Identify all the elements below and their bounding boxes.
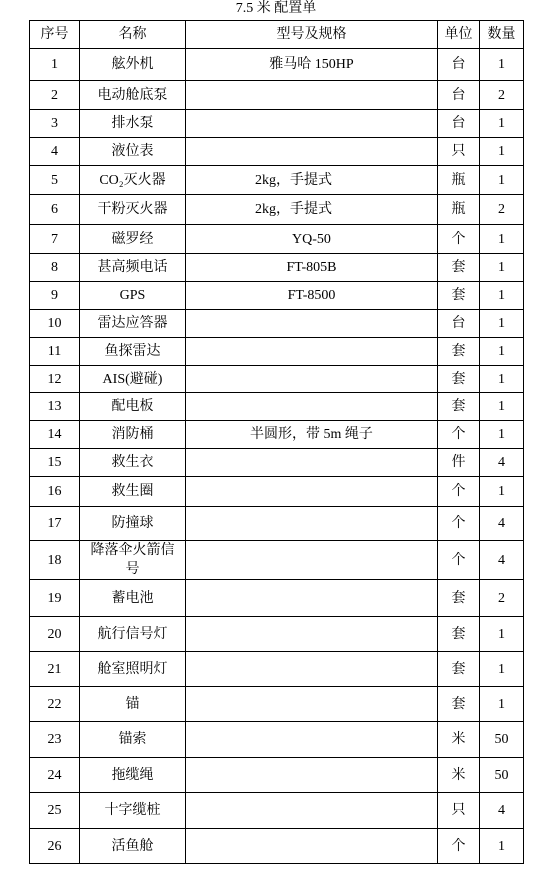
cell-model	[186, 541, 438, 580]
table-row	[30, 282, 524, 310]
cell-name: 排水泵	[80, 110, 186, 138]
table-row	[30, 81, 524, 110]
cell-name: 降落伞火箭信号	[80, 541, 186, 580]
header-name: 名称	[80, 21, 186, 49]
cell-qty: 1	[480, 49, 524, 81]
cell-no: 14	[30, 421, 80, 449]
cell-unit: 瓶	[438, 166, 480, 195]
cell-qty: 4	[480, 793, 524, 829]
cell-qty: 50	[480, 722, 524, 758]
cell-model	[186, 477, 438, 507]
table-row	[30, 541, 524, 580]
cell-unit: 套	[438, 652, 480, 687]
cell-unit: 个	[438, 225, 480, 254]
page-title: 7.5 米 配置单	[235, 1, 317, 16]
cell-no: 22	[30, 687, 80, 722]
cell-model: 雅马哈 150HP	[186, 49, 438, 81]
cell-no: 1	[30, 49, 80, 81]
cell-no: 13	[30, 393, 80, 421]
cell-no: 5	[30, 166, 80, 195]
cell-qty: 1	[480, 282, 524, 310]
cell-name: 蓄电池	[80, 580, 186, 617]
cell-model	[186, 507, 438, 541]
cell-name: GPS	[80, 282, 186, 310]
table-row	[30, 617, 524, 652]
table-row	[30, 366, 524, 393]
cell-unit: 件	[438, 449, 480, 477]
cell-unit: 套	[438, 254, 480, 282]
table-row	[30, 477, 524, 507]
cell-name: 鱼探雷达	[80, 338, 186, 366]
cell-name: 雷达应答器	[80, 310, 186, 338]
cell-unit: 个	[438, 507, 480, 541]
cell-unit: 套	[438, 687, 480, 722]
cell-qty: 50	[480, 758, 524, 793]
cell-no: 20	[30, 617, 80, 652]
cell-name: 十字缆桩	[80, 793, 186, 829]
table-row	[30, 225, 524, 254]
cell-model	[186, 687, 438, 722]
table-row	[30, 49, 524, 81]
table-row	[30, 138, 524, 166]
cell-unit: 套	[438, 617, 480, 652]
cell-qty: 1	[480, 166, 524, 195]
cell-unit: 套	[438, 338, 480, 366]
cell-no: 16	[30, 477, 80, 507]
cell-model: 2kg，手提式	[186, 166, 438, 195]
cell-qty: 1	[480, 421, 524, 449]
cell-model	[186, 793, 438, 829]
cell-name: 电动舱底泵	[80, 81, 186, 110]
cell-qty: 1	[480, 617, 524, 652]
cell-name: 防撞球	[80, 507, 186, 541]
cell-unit: 套	[438, 393, 480, 421]
cell-name: 舷外机	[80, 49, 186, 81]
cell-qty: 1	[480, 254, 524, 282]
cell-qty: 1	[480, 829, 524, 864]
cell-unit: 米	[438, 758, 480, 793]
table-row	[30, 338, 524, 366]
table-row	[30, 758, 524, 793]
table-row	[30, 449, 524, 477]
cell-model	[186, 580, 438, 617]
table-row	[30, 166, 524, 195]
table-row	[30, 829, 524, 864]
cell-name: 干粉灭火器	[80, 195, 186, 225]
cell-unit: 只	[438, 793, 480, 829]
cell-qty: 1	[480, 366, 524, 393]
cell-unit: 个	[438, 421, 480, 449]
cell-model: 2kg，手提式	[186, 195, 438, 225]
cell-unit: 台	[438, 110, 480, 138]
cell-no: 25	[30, 793, 80, 829]
cell-name: 消防桶	[80, 421, 186, 449]
cell-name: 舱室照明灯	[80, 652, 186, 687]
table-row	[30, 310, 524, 338]
table-row	[30, 793, 524, 829]
cell-qty: 1	[480, 338, 524, 366]
table-row	[30, 421, 524, 449]
cell-no: 7	[30, 225, 80, 254]
table-header	[30, 21, 524, 49]
cell-no: 4	[30, 138, 80, 166]
cell-qty: 1	[480, 652, 524, 687]
cell-qty: 1	[480, 138, 524, 166]
cell-no: 18	[30, 541, 80, 580]
cell-name: 磁罗经	[80, 225, 186, 254]
cell-qty: 2	[480, 81, 524, 110]
cell-model: FT-805B	[186, 254, 438, 282]
cell-unit: 套	[438, 282, 480, 310]
cell-qty: 2	[480, 580, 524, 617]
header-qty: 数量	[480, 21, 524, 49]
cell-no: 21	[30, 652, 80, 687]
cell-model	[186, 338, 438, 366]
cell-name: 液位表	[80, 138, 186, 166]
cell-unit: 个	[438, 541, 480, 580]
cell-qty: 1	[480, 225, 524, 254]
header-unit: 单位	[438, 21, 480, 49]
cell-qty: 1	[480, 687, 524, 722]
cell-model	[186, 829, 438, 864]
cell-unit: 台	[438, 310, 480, 338]
cell-unit: 套	[438, 580, 480, 617]
cell-name: 甚高频电话	[80, 254, 186, 282]
table-row	[30, 722, 524, 758]
header-model: 型号及规格	[186, 21, 438, 49]
cell-no: 26	[30, 829, 80, 864]
header-no: 序号	[30, 21, 80, 49]
table-row	[30, 580, 524, 617]
cell-no: 17	[30, 507, 80, 541]
cell-qty: 2	[480, 195, 524, 225]
cell-no: 2	[30, 81, 80, 110]
cell-unit: 台	[438, 81, 480, 110]
cell-model: FT-8500	[186, 282, 438, 310]
cell-model: 半圆形，带 5m 绳子	[186, 421, 438, 449]
cell-no: 3	[30, 110, 80, 138]
cell-unit: 个	[438, 829, 480, 864]
cell-no: 11	[30, 338, 80, 366]
table-row	[30, 110, 524, 138]
cell-name: 配电板	[80, 393, 186, 421]
cell-qty: 1	[480, 110, 524, 138]
cell-model	[186, 722, 438, 758]
cell-model: YQ-50	[186, 225, 438, 254]
cell-no: 24	[30, 758, 80, 793]
table-row	[30, 393, 524, 421]
cell-unit: 套	[438, 366, 480, 393]
cell-model	[186, 617, 438, 652]
table-row	[30, 652, 524, 687]
cell-unit: 台	[438, 49, 480, 81]
cell-name: CO₂灭火器	[80, 166, 186, 195]
cell-unit: 米	[438, 722, 480, 758]
cell-no: 8	[30, 254, 80, 282]
cell-no: 23	[30, 722, 80, 758]
cell-qty: 4	[480, 507, 524, 541]
cell-model	[186, 449, 438, 477]
cell-name: 救生衣	[80, 449, 186, 477]
cell-qty: 1	[480, 310, 524, 338]
cell-qty: 1	[480, 477, 524, 507]
cell-model	[186, 652, 438, 687]
cell-model	[186, 366, 438, 393]
cell-no: 15	[30, 449, 80, 477]
cell-no: 19	[30, 580, 80, 617]
cell-model	[186, 310, 438, 338]
cell-model	[186, 393, 438, 421]
table-row	[30, 507, 524, 541]
cell-unit: 只	[438, 138, 480, 166]
cell-no: 9	[30, 282, 80, 310]
config-table	[29, 20, 524, 864]
table-row	[30, 254, 524, 282]
cell-no: 12	[30, 366, 80, 393]
cell-model	[186, 81, 438, 110]
cell-model	[186, 138, 438, 166]
cell-qty: 4	[480, 449, 524, 477]
cell-qty: 4	[480, 541, 524, 580]
cell-name: 航行信号灯	[80, 617, 186, 652]
cell-name: 救生圈	[80, 477, 186, 507]
cell-model	[186, 110, 438, 138]
cell-qty: 1	[480, 393, 524, 421]
table-row	[30, 687, 524, 722]
cell-name: 锚	[80, 687, 186, 722]
cell-unit: 个	[438, 477, 480, 507]
cell-no: 6	[30, 195, 80, 225]
cell-unit: 瓶	[438, 195, 480, 225]
table-body	[30, 49, 524, 864]
cell-name: AIS(避碰)	[80, 366, 186, 393]
table-row	[30, 195, 524, 225]
cell-name: 拖缆绳	[80, 758, 186, 793]
cell-no: 10	[30, 310, 80, 338]
cell-model	[186, 758, 438, 793]
cell-name: 锚索	[80, 722, 186, 758]
header-row	[30, 21, 524, 49]
cell-name: 活鱼舱	[80, 829, 186, 864]
